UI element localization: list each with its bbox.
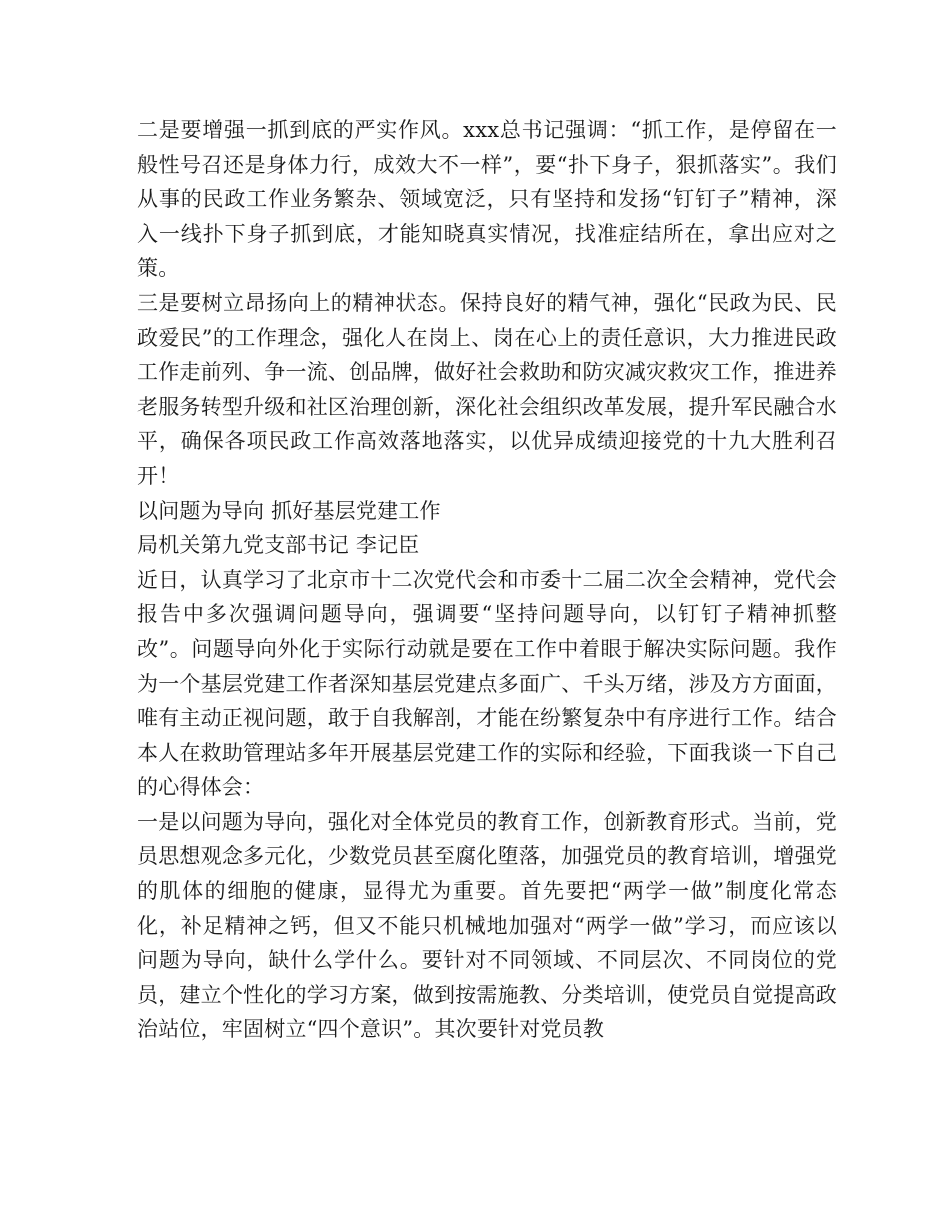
article-author: 局机关第九党支部书记 李记臣 [137, 533, 420, 558]
document-body [137, 113, 837, 1047]
paragraph-intro: 近日，认真学习了北京市十二次党代会和市委十二届二次全会精神，党代会报告中多次强调问题导向，强调要“坚持问题导向，以钉钉子精神抓整改”。问题导向外化于实际行动就是要在工作中着眼于解决实际问题。我作为一个基层党建工作者深知基层党建点多面广、千头万绪，涉及方方面面，唯有主动正视问题，敢于自我解剖，才能在纷繁复杂中有序进行工作。结合本人在救助管理站多年开展基层党建工作的实际和经验，下面我谈一下自己的心得体会： [137, 567, 837, 800]
paragraph-education: 一是以问题为导向，强化对全体党员的教育工作，创新教育形式。当前，党员思想观念多元化，少数党员甚至腐化堕落，加强党员的教育培训，增强党的肌体的细胞的健康，显得尤为重要。首先要把“两学一做”制度化常态化，补足精神之钙，但又不能只机械地加强对“两学一做”学习，而应该以问题为导向，缺什么学什么。要针对不同领域、不同层次、不同岗位的党员，建立个性化的学习方案，做到按需施教、分类培训，使党员自觉提高政治站位，牢固树立“四个意识”。其次要针对党员教 [137, 809, 837, 1042]
paragraph-spirit-state: 三是要树立昂扬向上的精神状态。保持良好的精气神，强化“民政为民、民政爱民”的工作理念，强化人在岗上、岗在心上的责任意识，大力推进民政工作走前列、争一流、创品牌，做好社会救助和防灾减灾救灾工作，推进养老服务转型升级和社区治理创新，深化社会组织改革发展，提升军民融合水平，确保各项民政工作高效落地落实，以优异成绩迎接党的十九大胜利召开！ [137, 290, 837, 488]
article-title: 以问题为导向 抓好基层党建工作 [137, 498, 441, 523]
paragraph-strict-work-style: 二是要增强一抓到底的严实作风。xxx总书记强调：“抓工作，是停留在一般性号召还是身体力行，成效大不一样”，要“扑下身子，狠抓落实”。我们从事的民政工作业务繁杂、领域宽泛，只有坚持和发扬“钉钉子”精神，深入一线扑下身子抓到底，才能知晓真实情况，找准症结所在，拿出应对之策。 [137, 118, 837, 281]
